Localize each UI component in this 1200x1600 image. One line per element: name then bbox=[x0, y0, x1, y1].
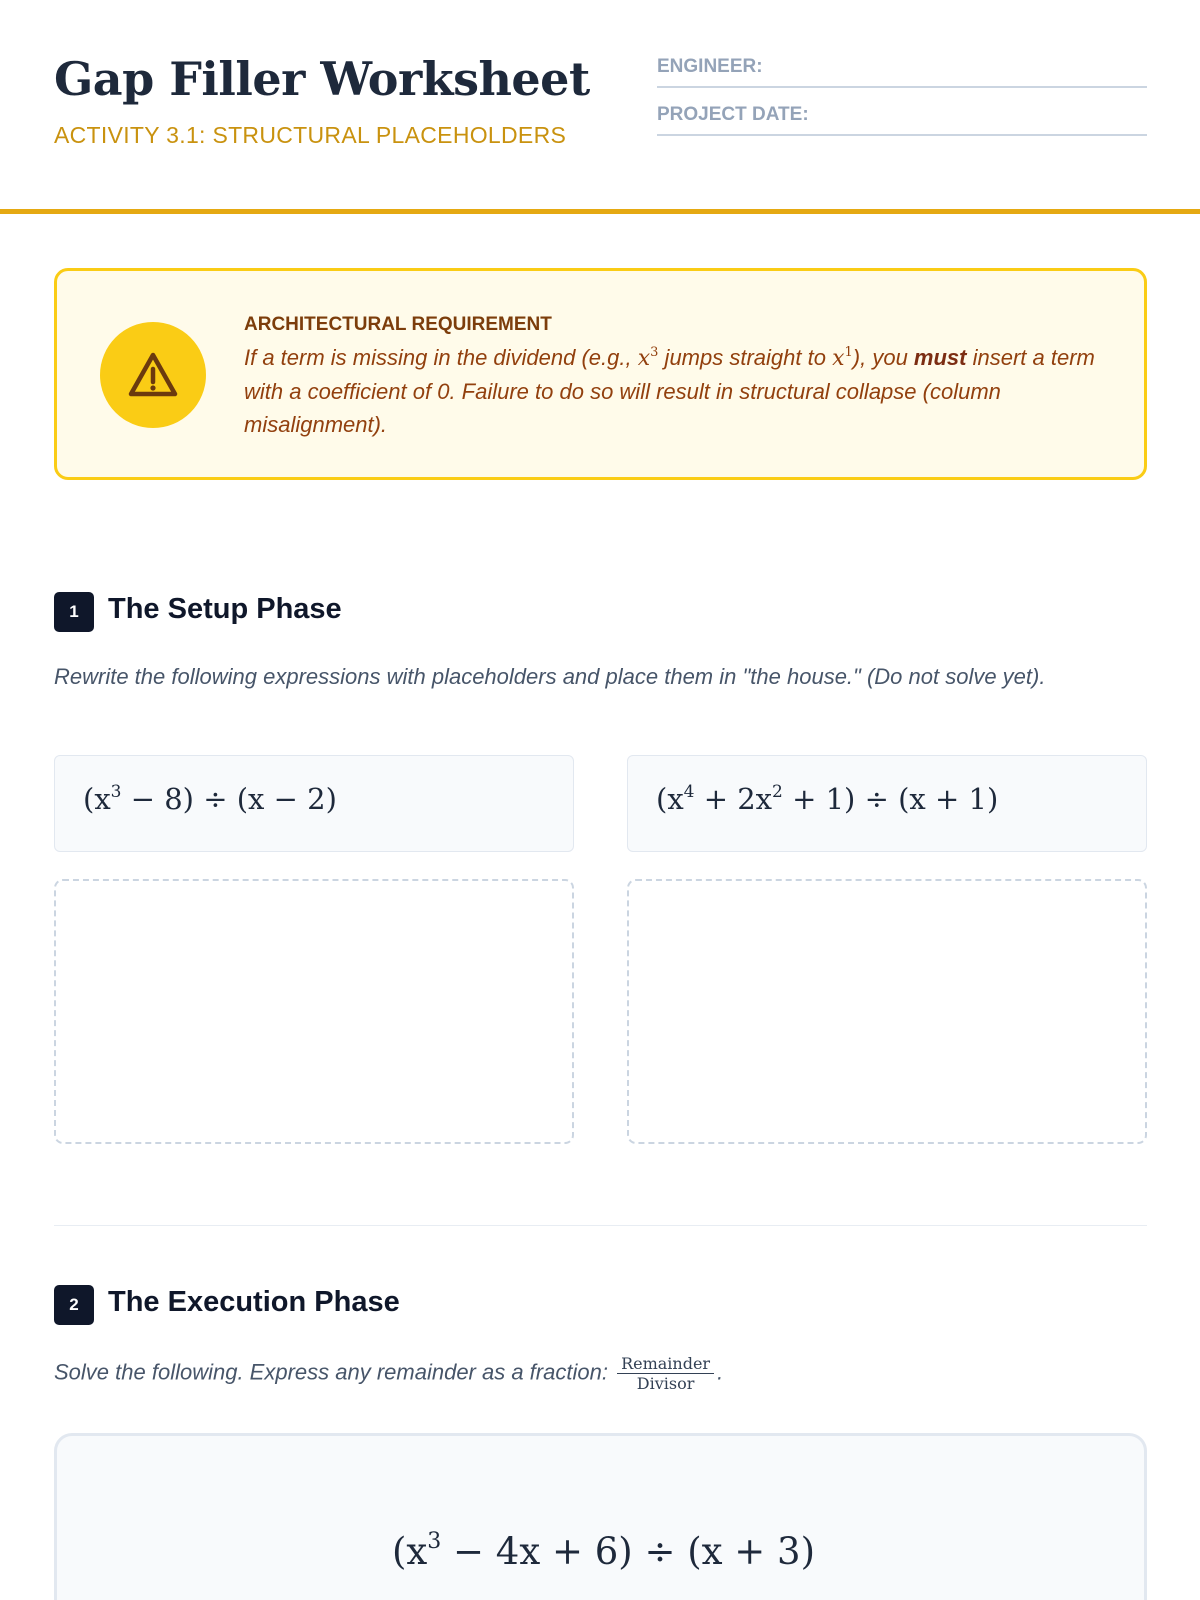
requirement-callout bbox=[54, 268, 1147, 480]
page-subtitle: ACTIVITY 3.1: STRUCTURAL PLACEHOLDERS bbox=[54, 122, 567, 148]
section-divider bbox=[54, 1225, 1147, 1226]
answer-workspace-1a[interactable] bbox=[54, 879, 574, 1144]
remainder-fraction: $\frac{\text{Remainder}}{\text{Divisor}}$ bbox=[617, 1354, 714, 1393]
callout-text: If a term is missing in the dividend (e.g., $x^3$ jumps straight to $x^1$), you must insert a term with a coefficient of 0. Failure to do so will result in structural collapse (column misalignment). bbox=[244, 345, 1095, 437]
problem-1b-expression: $(x^4 + 2x^2 + 1) \div (x + 1)$ bbox=[656, 782, 999, 816]
project-date-field[interactable] bbox=[657, 102, 1147, 136]
section-1-instruction: Rewrite the following expressions with placeholders and place them in "the house." (Do not solve yet). bbox=[54, 664, 1046, 689]
section-2-title: The Execution Phase bbox=[108, 1286, 400, 1318]
section-1-number: 1 bbox=[54, 592, 94, 632]
problem-1a-box bbox=[54, 755, 574, 852]
engineer-field[interactable] bbox=[657, 54, 1147, 88]
engineer-label: ENGINEER: bbox=[657, 56, 763, 77]
emphasis-must: must bbox=[913, 345, 967, 370]
project-date-label: PROJECT DATE: bbox=[657, 104, 809, 125]
worksheet-header bbox=[0, 0, 1200, 214]
problem-1b-box bbox=[627, 755, 1147, 852]
section-1-title: The Setup Phase bbox=[108, 593, 342, 625]
problem-2-expression: $(x^3 - 4x + 6) \div (x + 3)$ bbox=[391, 1529, 816, 1573]
problem-1a-expression: $(x^3 - 8) \div (x - 2)$ bbox=[83, 782, 337, 816]
problem-2-card bbox=[54, 1433, 1147, 1600]
section-2-instruction: Solve the following. Express any remainder as a fraction: $\frac{\text{Remainder}}{\text{Divisor}}$ . bbox=[54, 1354, 724, 1393]
page-title: Gap Filler Worksheet bbox=[54, 52, 590, 106]
warning-badge bbox=[100, 322, 206, 428]
warning-triangle-icon bbox=[125, 347, 181, 403]
answer-workspace-1b[interactable] bbox=[627, 879, 1147, 1144]
callout-title: ARCHITECTURAL REQUIREMENT bbox=[244, 314, 552, 335]
section-2-number: 2 bbox=[54, 1285, 94, 1325]
